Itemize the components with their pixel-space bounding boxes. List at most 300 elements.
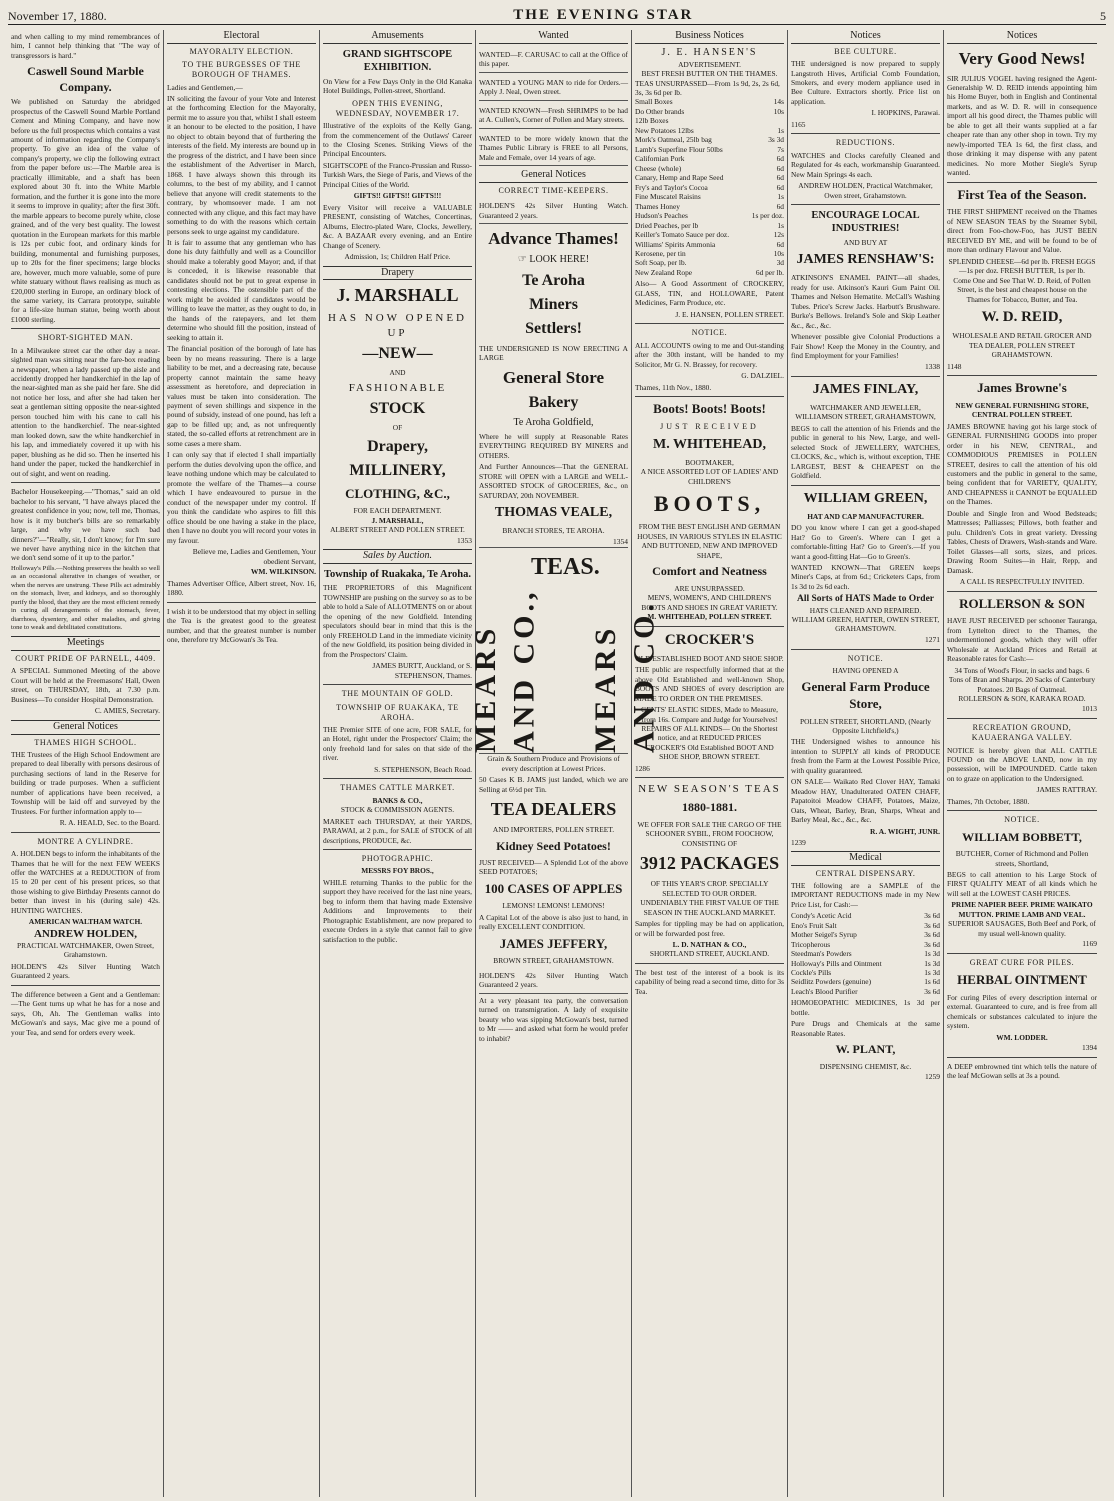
divider xyxy=(11,328,160,329)
andrew-holden-trade: PRACTICAL WATCHMAKER, Owen Street, Grahamstown. xyxy=(17,940,154,960)
crocker-body: THE public are respectfully informed that at the above Old Established and well-known Shop, BOOTS AND SHOES of every description are MADE TO ORDER ON THE PREMISES. xyxy=(635,665,784,703)
holloway-article: Holloway's Pills.—Nothing preserves the health so well as an occasional alterative in changes of weather, or when the nerves are unstrung. These Pills act admirably on the stomach, liver, and kidneys, and so thoroughly purify the blood, that they are the most efficient remedy in curing all derangements of the stomach, fever, diarrhoea, dysentery, and other maladies, and giving tone to weak and debilitated constitutions. xyxy=(11,564,160,631)
medicine-price-price: 1s 6d xyxy=(924,977,940,987)
election-signature: WM. WILKINSON. xyxy=(250,567,316,577)
hansen-price-row xyxy=(635,249,784,258)
bobbett-name: WILLIAM BOBBETT, xyxy=(962,829,1082,844)
apples-headline: 100 CASES OF APPLES xyxy=(484,880,623,896)
general-notices-head: General Notices xyxy=(479,169,628,183)
medicine-price-row xyxy=(791,921,940,930)
veale-address: BRANCH STORES, TE AROHA. xyxy=(502,526,605,536)
book-filler: The best test of the interest of a book is its capability of being read a second time, ditto for 3s Tea. xyxy=(635,967,784,996)
marshall-department: FOR EACH DEPARTMENT. xyxy=(353,506,442,516)
boots-headline: Boots! Boots! Boots! xyxy=(653,401,766,417)
seed-potatoes-body: JUST RECEIVED— A Splendid Lot of the above SEED POTATOES; xyxy=(479,857,628,877)
hansen-price-price: 1s xyxy=(777,125,784,135)
mears-vertical-text-2: MEARS AND CO. xyxy=(589,600,661,754)
andrew-holden-name: ANDREW HOLDEN, xyxy=(33,927,138,940)
hansen-price-item: Fine Muscatel Raisins xyxy=(635,192,701,202)
teas-cargo: WE OFFER FOR SALE THE CARGO OF THE SCHOONER SYBIL, FROM FOOCHOW, CONSISTING OF xyxy=(637,819,782,848)
hansen-price-item: Thames Honey xyxy=(635,201,680,211)
bee-culture-body: THE undersigned is now prepared to supply Langstroth Hives, Artificial Comb Foundation, Smokers, and every modern appliance used in Bee Culture. Extractors shortly. Price list on application. xyxy=(791,59,940,106)
cattle-market-subtitle: STOCK & COMMISSION AGENTS. xyxy=(340,805,455,815)
medicine-price-item: Holloway's Pills and Ointment xyxy=(791,958,882,968)
nathan-name: L. D. NATHAN & CO., xyxy=(672,940,747,950)
medicine-price-row xyxy=(791,968,940,977)
hansen-price-price: 6d xyxy=(776,163,784,173)
bobbett-notice-title: NOTICE. xyxy=(1004,815,1040,825)
column-2 xyxy=(164,30,320,1497)
farm-address: POLLEN STREET, SHORTLAND, (Nearly Opposite Litchfield's,) xyxy=(800,716,931,735)
comfort-neatness: Comfort and Neatness xyxy=(652,564,767,579)
green-subtitle: HAT AND CAP MANUFACTURER. xyxy=(807,511,924,521)
hansen-price-item: Small Boxes xyxy=(635,97,673,107)
farm-on-sale: ON SALE— Waikato Red Clover HAY, Tamaki Meadow HAY, Unadulterated OATEN CHAFF, Papatoitoi Meadow CHAFF, Potatoes, Maize, Oats, Wheat, Barley, Bran, Sharps, Wheat and Barley Meal, &c., &c., &c. xyxy=(791,777,940,825)
mears-vertical-text-1: MEARS AND CO., xyxy=(468,588,540,754)
hansen-price-item: Canary, Hemp and Rape Seed xyxy=(635,173,724,183)
medicine-price-row xyxy=(791,977,940,986)
hansen-price-item: New Potatoes 12lbs xyxy=(635,125,694,135)
marshall-of: OF xyxy=(392,423,403,433)
reid-name: W. D. REID, xyxy=(981,309,1063,326)
hansen-price-item: Mork's Oatmeal, 25lb bag xyxy=(635,135,712,145)
capital-lot: A Capital Lot of the above is also just to hand, in really EXCELLENT CONDITION. xyxy=(479,912,628,932)
high-school-title: THAMES HIGH SCHOOL. xyxy=(34,737,137,747)
hansen-price-row xyxy=(635,240,784,249)
hansen-price-price: 10s xyxy=(773,248,784,258)
election-close: Believe me, Ladies and Gentlemen, Your obedient Servant, xyxy=(192,547,316,566)
column-3 xyxy=(320,30,476,1497)
marshall-opened: HAS NOW OPENED UP xyxy=(328,312,467,339)
intro-text: and when calling to my mind remembrances of him, I cannot help thinking that "The way of transgressors is hard." xyxy=(11,32,160,60)
sightscope-headline: GRAND SIGHTSCOPE EXHIBITION. xyxy=(342,48,453,74)
divider xyxy=(323,684,472,685)
hansen-price-price: 14s xyxy=(773,97,784,107)
packages-count: 3912 PACKAGES xyxy=(639,853,780,874)
having-opened: HAVING OPENED A xyxy=(832,665,899,675)
green-name: WILLIAM GREEN, xyxy=(803,490,928,506)
mens-boots: MEN'S, WOMEN'S, AND CHILDREN'S BOOTS AND SHOES IN GREAT VARIETY. xyxy=(641,593,778,612)
medicine-price-row xyxy=(791,949,940,958)
cattle-market-body: MARKET each THURSDAY, at their YARDS, PARAWAI, at 2 p.m., for SALE of STOCK of all descriptions, PRODUCE, &c. xyxy=(323,816,472,845)
township-headline: Township of Ruakaka, Te Aroha. xyxy=(323,568,472,580)
wanted-ad-1: WANTED—F. CARUSAC to call at the Office of this paper. xyxy=(479,47,628,73)
hansen-price-row xyxy=(635,145,784,154)
hansen-price-price: 3d xyxy=(776,258,784,268)
hansen-price-row xyxy=(635,107,784,116)
bee-culture-title: BEE CULTURE. xyxy=(834,46,897,56)
lodder-number: 1394 xyxy=(1082,1043,1097,1053)
divider xyxy=(791,649,940,650)
hansen-price-row xyxy=(635,116,784,125)
newspaper-title: THE EVENING STAR xyxy=(513,7,694,23)
cattle-market-title: THAMES CATTLE MARKET. xyxy=(340,783,455,793)
dalziel-date: Thames, 11th Nov., 1880. xyxy=(635,382,712,392)
store-intro: THE UNDERSIGNED IS NOW ERECTING A LARGE xyxy=(479,343,628,363)
whitehead-signature: M. WHITEHEAD, POLLEN STREET. xyxy=(647,612,772,622)
medicine-price-item: Seidlitz Powders (genuine) xyxy=(791,977,872,987)
new-season-teas-title: NEW SEASON'S TEAS xyxy=(638,783,781,796)
dalziel-notice-body: ALL ACCOUNTS owing to me and Out-standing after the 30th instant, will be handed to my Solicitor, Mr G. N. Brassey, for recovery. xyxy=(635,340,784,369)
divider xyxy=(791,376,940,377)
whitehead-name: M. WHITEHEAD, xyxy=(653,436,766,452)
sightscope-description: Illustrative of the exploits of the Kelly Gang, from the commencement of the Outlaws' Career to the Closing Scenes. Striking Views of the Principal Encounters. xyxy=(323,121,472,159)
divider xyxy=(947,1057,1097,1058)
hansen-price-price: 3s 3d xyxy=(768,135,784,145)
nathan-address: SHORTLAND STREET, AUCKLAND. xyxy=(649,949,770,959)
hansen-price-price: 6d per lb. xyxy=(755,267,784,277)
gent-filler: The difference between a Gent and a Gentleman:—The Gent turns up what he has for a nose and says, Oh, Ah. The Gentleman walks into McGowan's and says, Mac give me a pound of your Tea, and send for orders every week. xyxy=(11,989,160,1037)
hansen-price-row xyxy=(635,79,784,98)
rollerson-signature: ROLLERSON & SON, KARAKA ROAD. xyxy=(958,693,1086,703)
bachelor-article: Bachelor Housekeeping.—"Thomas," said an old bachelor to his servant, "I have always placed the greatest confidence in you; now, tell me, Thomas, how is it my butcher's bills are so remarkably large, and why we have such bad dinners?"—"Really, sir, I don't know; for I'm sure we never have anything nice in the kitchen that we don't send some of it up to the parlor." xyxy=(11,487,160,563)
hansen-price-row xyxy=(635,211,784,220)
election-paragraph-2: It is fair to assume that any gentleman who has done his duty faithfully and well as a Councillor should make a tolerably good Mayor; and, if that is conceded, it is likewise reasonable that candidates should not be put to great expense in contesting elections. The ostensible part of the work might be avoided if candidates would be willing to leave the matter, as they ought to do, in the hands of the ratepayers, and let them determine who should fill the position, instead of seeking to attain it. xyxy=(167,238,316,342)
marshall-fashionable: FASHIONABLE xyxy=(348,381,447,394)
medical-section-head: Medical xyxy=(791,851,940,866)
marshall-ad-number: 1353 xyxy=(457,535,472,545)
waltham-watch: AMERICAN WALTHAM WATCH. xyxy=(28,917,143,927)
very-good-news-body: SIR JULIUS VOGEL having resigned the Agent-Generalship W. D. REID intends appointing him his Home Buyer, both in English and Continental markets, and as W. D. R. will in consequence import all his good direct, the Thames public will be able to get all their wants supplied at a far cheaper rate than any other shop in town. Try my newly-imported TEA 1s 6d, the first class, and those drinking it may dispense with any patent medicines. No more Mother Siegle's Syrup wanted. xyxy=(947,73,1097,178)
marshall-stock: STOCK xyxy=(369,399,426,417)
local-industries-headline: ENCOURAGE LOCAL INDUSTRIES! xyxy=(811,210,920,235)
mayoralty-headline: MAYORALTY ELECTION. xyxy=(189,46,294,56)
general-store-headline: General Store xyxy=(502,367,605,387)
marshall-clothing: CLOTHING, &C., xyxy=(345,485,450,501)
divider xyxy=(791,133,940,134)
te-aroha-headline: Te Aroha xyxy=(522,271,585,289)
medicine-price-price: 3s 6d xyxy=(924,930,940,940)
hansen-advertisement: ADVERTISEMENT. xyxy=(678,59,741,69)
wanted-ad-4: WANTED to be more widely known that the Thames Public Library is FREE to all Persons, Male and Female, over 14 years of age. xyxy=(479,131,628,166)
hansen-price-price: 1s xyxy=(777,220,784,230)
medicine-price-item: Leach's Blood Purifier xyxy=(791,986,858,996)
photographic-title: PHOTOGRAPHIC. xyxy=(361,854,434,864)
renshaw-list: ATKINSON'S ENAMEL PAINT—all shades, ready for use. Atkinson's Kauri Gum Paint Oil. Thames and Nelson Hematite. McCall's Washing Tubes. Price's Screw Jacks. Harbutt's Brushware. Burke's Bellows. Ireland's Sole and Skip Leather &c., &c., &c. xyxy=(791,273,940,330)
bobbett-meats: PRIME NAPIER BEEF. PRIME WAIKATO MUTTON. PRIME LAMB AND VEAL. xyxy=(951,900,1093,919)
hansen-price-item: Lamb's Superfine Flour 50lbs xyxy=(635,144,723,154)
crocker-subtitle: OLD ESTABLISHED BOOT AND SHOE SHOP. xyxy=(635,653,784,663)
call-invited: A CALL IS RESPECTFULLY INVITED. xyxy=(959,577,1085,587)
notices-section-head-2: Notices xyxy=(947,30,1097,44)
browne-name: James Browne's xyxy=(977,380,1067,396)
dalziel-signature: G. DALZIEL. xyxy=(741,371,784,381)
watch-ad-body: A. HOLDEN begs to inform the inhabitants of the Thames that he will for the next FEW WEEKS offer the WATCHES at a REDUCTION of from 15 to 20 per cent of his present prices, so that those wishing to give Birthday Presents cannot do better than invest in his (during sale) 42s. HUNTING WATCHES. xyxy=(11,849,160,915)
reductions-signature: ANDREW HOLDEN, Practical Watchmaker, Owen street, Grahamstown. xyxy=(798,181,933,200)
divider xyxy=(635,777,784,778)
hansen-price-price: 1s per doz. xyxy=(751,211,784,221)
bobbett-body: BEGS to call attention to his Large Stock of FIRST QUALITY MEAT of all kinds which he will sell at the LOWEST CASH PRICES. xyxy=(947,869,1097,898)
drapery-section-head: Drapery xyxy=(323,266,472,281)
herbal-ointment-headline: HERBAL OINTMENT xyxy=(957,972,1087,988)
renshaw-number: 1338 xyxy=(925,362,940,372)
finlay-name: JAMES FINLAY, xyxy=(812,382,919,398)
foy-bros-name: MESSRS FOY BROS., xyxy=(361,866,434,876)
divider xyxy=(323,849,472,850)
unsurpassed: ARE UNSURPASSED. xyxy=(674,583,745,593)
reid-subtitle: WHOLESALE AND RETAIL GROCER AND TEA DEALER, POLLEN STREET GRAHAMSTOWN. xyxy=(952,331,1092,360)
hansen-name: J. E. HANSEN'S xyxy=(661,46,758,58)
first-tea-headline: First Tea of the Season. xyxy=(957,186,1087,202)
medicine-price-item: Steedman's Powders xyxy=(791,949,852,959)
hansen-price-price: 1s xyxy=(777,192,784,202)
sightscope-visitors: Every Visitor will receive a VALUABLE PRESENT, consisting of Watches, Concertinas, Albums, Electro-plated Ware, Clocks, Jewellery, &c. A BAZAAR every evening, and an Entire Change of Scenery. xyxy=(323,202,472,250)
plant-subtitle: DISPENSING CHEMIST, &c. xyxy=(819,1061,912,1071)
browne-subtitle: NEW GENERAL FURNISHING STORE, CENTRAL POLLEN STREET. xyxy=(955,400,1089,420)
hansen-price-row xyxy=(635,230,784,239)
divider xyxy=(323,778,472,779)
masthead xyxy=(8,0,1106,25)
store-opening: And Further Announces—That the GENERAL STORE will OPEN with a LARGE and WELL-ASSORTED STOCK of GROCERIES, &c., on SATURDAY, 20th NOVEMBER. xyxy=(479,462,628,500)
divider xyxy=(635,396,784,397)
hansen-price-price: 6d xyxy=(776,173,784,183)
hansen-price-row xyxy=(635,126,784,135)
leaf-filler: A DEEP embrowned tint which tells the nature of the leaf McGowan sells at 3s a pound. xyxy=(947,1061,1097,1081)
short-sighted-headline: SHORT-SIGHTED MAN. xyxy=(37,333,134,343)
marble-company-article: We published on Saturday the abridged prospectus of the Caswell Sound Marble Portland Cement and Mining Company, and have now before us the full prospectus which contains a vast amount of information regarding the Company's property. To give an idea of the value of company's property, we clip the following extract from the paper before us:—The Marble area is practically illimitable, and a shaft has been explored about 30 ft. into the White Marble formation, and the further it is gone into the more it seems to improve in quality; after the first 30ft. the marble appears to become purely white, close grained, and of the very best quality. The lowest quotation in the European markets for this marble is 12s per cubic foot, and ordinary kinds for building, monumental and furnishing purposes, up to 20s for the finer specimens; large blocks are, however, much more valuable, some of pure white statuary without flaws realising as much as £20,000 sterling in Europe, an ordinary block of the same variety, its Carrara prototype, suitable for a life-size human statue, being worth about £1000 sterling. xyxy=(11,97,161,324)
time-keepers-title: CORRECT TIME-KEEPERS. xyxy=(498,185,609,195)
rollerson-list: 34 Tons of Wood's Flour, in sacks and bags. 6 Tons of Bran and Sharps. 20 Sacks of Canterbury Potatoes. 20 Bags of Oatmeal. xyxy=(948,665,1096,694)
tea-filler: I wish it to be understood that my object in selling the Tea is the greatest good to the greatest number, and that the greatest number is number one, therefore try McGowan's 3s Tea. xyxy=(167,606,316,645)
hansen-price-item: TEAS UNSURPASSED—From 1s 9d, 2s, 2s 6d, 3s, 3s 6d per lb. xyxy=(635,78,780,97)
township-signature: JAMES BURTT, Auckland, or S. STEPHENSON, Thames. xyxy=(372,661,472,680)
township-body: THE PROPRIETORS of this Magnificent TOWNSHIP are pushing on the survey so as to be able to hold a Sale of ALLOTMENTS on or about the opening of the new Goldfield. Intending speculators should bear in mind that this is the only FREEHOLD Land in the immediate vicinity of the new Goldfield, its position being divided in from the Prospectors' Claim. xyxy=(323,583,472,659)
thomas-veale-name: THOMAS VEALE, xyxy=(494,505,613,521)
dispensary-body: THE following are a SAMPLE of the IMPORTANT REDUCTIONS made in my New Price List, for Cash:— xyxy=(791,880,940,909)
cheese-eggs-butter: SPLENDID CHEESE—6d per lb. FRESH EGGS—1s per doz. FRESH BUTTER, 1s per lb. xyxy=(948,256,1096,276)
meeting-signature: C. AMIES, Secretary. xyxy=(94,706,160,716)
medicine-price-row xyxy=(791,911,940,920)
hansen-price-item: Williams' Spirits Ammonia xyxy=(635,239,716,249)
issue-date: November 17, 1880. xyxy=(8,9,107,23)
boots-makers: FROM THE BEST ENGLISH AND GERMAN HOUSES, IN VARIOUS STYLES IN ELASTIC AND BUTTONED, NEW AND IMPROVED SHAPE, xyxy=(637,522,782,560)
hansen-price-price: 7s xyxy=(777,144,784,154)
mountain-gold-signature: S. STEPHENSON, Beach Road. xyxy=(374,764,472,774)
reid-number: 1148 xyxy=(947,361,962,371)
boots-big: BOOTS, xyxy=(653,491,766,517)
piles-title: GREAT CURE FOR PILES. xyxy=(969,957,1075,967)
renshaw-tail: Whenever possible give Colonial Productions a Fair Show! Keep the Money in the Country, and find Employment for your Families! xyxy=(791,332,940,361)
medicine-price-price: 3s 6d xyxy=(924,939,940,949)
holden-watch-ad: HOLDEN'S 42s Silver Hunting Watch. Guaranteed 2 years. xyxy=(479,198,628,224)
samples-line: Samples for tippling may be had on application, or will be forwarded post free. xyxy=(635,919,784,938)
sightscope-location: On View for a Few Days Only in the Old Kanaka Hotel Buildings, Pollen-street, Shortland. xyxy=(323,76,472,96)
browne-list: Double and Single Iron and Wood Bedsteads; Mattresses; Palliasses; Pillows, both feather and pulu. Children's Cots in great variety. Dressing Tables, Chests of Drawers, Wash-stands and Ware. Toilet Glasses—all sorts, sizes, and prices. Drawing Room Suites—in Hair, Repp, and Damask. xyxy=(947,508,1097,575)
auction-section-head: Sales by Auction. xyxy=(323,549,472,564)
hansen-price-row xyxy=(635,268,784,277)
hats-made-to-order: All Sorts of HATS Made to Order xyxy=(796,594,935,605)
hansen-price-row xyxy=(635,221,784,230)
marshall-address: ALBERT STREET AND POLLEN STREET. xyxy=(330,525,465,535)
general-notices-head: General Notices xyxy=(11,720,160,735)
rollerson-body: HAVE JUST RECEIVED per schooner Tauranga, from Lyttelton direct to the Thames, the undermentioned goods, which they will offer Wholesale at Auckland Prices and Retail at Reasonable rates for Cash:— xyxy=(947,616,1097,664)
look-here-label: LOOK HERE! xyxy=(529,253,590,265)
hansen-price-row xyxy=(635,183,784,192)
recreation-ground-title: RECREATION GROUND, KAUAERANGA VALLEY. xyxy=(971,723,1073,743)
rattray-signature: JAMES RATTRAY. xyxy=(1036,785,1097,795)
hansen-price-row xyxy=(635,202,784,211)
mountain-gold-body: THE Premier SITE of one acre, FOR SALE, for an Hotel, right under the Prospectors' Claim; the only freehold land for sales on that side of the river. xyxy=(323,725,472,763)
teas-year: 1880-1881. xyxy=(682,800,737,815)
come-and-see: Come One and See That W. D. Reid, of Pollen Street, is the best and cheapest house on the Thames for Tobacco, Butter, and Tea. xyxy=(953,275,1091,304)
wanted-ad-2: WANTED a YOUNG MAN to ride for Orders.—Apply J. Neal, Owen street. xyxy=(479,75,628,101)
hansen-price-item: 12lb Boxes xyxy=(635,116,669,126)
medicine-price-price: 1s 3d xyxy=(924,967,940,977)
first-value: UNDENIABLY THE FIRST VALUE OF THE SEASON IN THE AUCKLAND MARKET. xyxy=(640,898,779,917)
wanted-section-head: Wanted xyxy=(479,30,628,44)
election-address: Thames Advertiser Office, Albert street, Nov. 16, 1880. xyxy=(167,578,316,598)
hansen-price-item: Kerosene, per tin xyxy=(635,248,686,258)
gifts-banner: GIFTS!! GIFTS!! GIFTS!!! xyxy=(353,191,442,201)
high-school-signature: R. A. HEALD, Sec. to the Board. xyxy=(59,818,160,828)
marshall-new: —NEW— xyxy=(362,344,433,362)
election-paragraph-3: The financial position of the borough of late has been by no means reassuring. There is a large liability to be met, and a decreasing rate, because property cannot maintain the same heavy assessment as heretofore, and depreciation in values must be taken into consideration. The payment of seven shillings and sixpence in the pound of subsidy, instead of one pound, has left a gap to be filled up; and, as not unfrequently stated, the so-called efforts at retrenchment are in some cases a mere sham. xyxy=(167,344,316,448)
reductions-title: REDUCTIONS. xyxy=(835,138,896,148)
divider xyxy=(11,985,160,986)
medicine-price-row xyxy=(791,987,940,996)
hansen-price-row xyxy=(635,258,784,267)
look-here xyxy=(479,254,628,267)
browne-body: JAMES BROWNE having got his large stock of GENERAL FURNISHING GOODS into proper order in his NEW, CENTRAL, and COMMODIOUS PREMISES in POLLEN STREET, desires to call the attention of his old customers and the public in general to the same, being confident that for VARIETY, QUALITY, AND CHEAPNESS it CANNOT be EQUALLED on the Thames. xyxy=(947,421,1097,507)
rollerson-name: ROLLERSON & SON xyxy=(959,595,1085,611)
reductions-body: WATCHES and Clocks carefully Cleaned and Regulated for 4s each, workmanship Guaranteed. New Main Springs 4s each. xyxy=(791,150,940,179)
divider xyxy=(635,323,784,324)
medicine-price-item: Condy's Acetic Acid xyxy=(791,911,852,921)
notices-section-head: Notices xyxy=(791,30,940,44)
mears-vertical-2 xyxy=(589,548,661,754)
hansen-price-list xyxy=(635,79,784,278)
divider xyxy=(947,718,1097,719)
hansen-price-item: Hudson's Peaches xyxy=(635,211,688,221)
column-1 xyxy=(8,30,164,1497)
hansen-price-item: Dried Peaches, per lb xyxy=(635,220,699,230)
meeting-body: A SPECIAL Summoned Meeting of the above Court will be held at the Freemasons' Hall, Owen street, on THURSDAY, 18th, at 7.30 p.m. Business—To consider Hospital Demonstration. xyxy=(11,666,160,704)
cattle-market-name: BANKS & CO., xyxy=(372,795,423,805)
election-paragraph-4: I can only say that if elected I shall impartially perform the duties devolving upon the office, and leave nothing undone which may be calculated to promote the welfare of the Thames—a course which I have endeavoured to pursue in the conduct of the newspaper under my control. If you think the candidate who aspires to fill this office should be one having a stake in the place, then I have no doubt you will record your votes in my favour. xyxy=(167,450,316,545)
high-school-body: THE Trustees of the High School Endowment are prepared to deal liberally with persons desirous of purchasing sections of land in the Reserve for building or trade purposes. When a sufficient number of applications have been received, a Township will be laid off and surveyed by the Trustees. For further information apply to— xyxy=(11,749,160,816)
divider xyxy=(947,375,1097,376)
medicine-price-list xyxy=(791,911,940,996)
divider xyxy=(947,810,1097,811)
hansen-also: Also— A Good Assortment of CROCKERY, GLASS, TIN, and HOLLOWARE, Patent Medicines, Farm Produce, etc. xyxy=(635,279,784,308)
burgesses-headline: TO THE BURGESSES OF THE BOROUGH OF THAMES. xyxy=(182,60,301,80)
lodder-signature: WM. LODDER. xyxy=(996,1032,1048,1042)
rollerson-number: 1013 xyxy=(1082,704,1097,714)
bobbett-subtitle: BUTCHER, Corner of Richmond and Pollen streets, Shortland, xyxy=(955,849,1089,868)
medicine-price-item: Eno's Fruit Salt xyxy=(791,920,837,930)
tea-party-filler: At a very pleasant tea party, the conversation turned on transmigration. A lady of exquisite beauty who was sipping McGowan's best, turned to Mr —— and asked what form he would prefer to inhabit? xyxy=(479,995,628,1043)
sightscope-wars: SIGHTSCOPE of the Franco-Prussian and Russo-Turkish Wars, the Siege of Paris, and Views of the Principal Cities of the World. xyxy=(323,160,472,189)
tea-dealers-headline: TEA DEALERS xyxy=(490,799,617,820)
teas-headline: TEAS. xyxy=(531,554,600,581)
business-notices-head: Business Notices xyxy=(635,30,784,44)
meetings-section-head: Meetings xyxy=(11,636,160,651)
marshall-name: J. MARSHALL xyxy=(336,285,459,306)
mountain-gold-subtitle: TOWNSHIP OF RUAKAKA, TE AROHA. xyxy=(336,702,459,722)
divider xyxy=(947,182,1097,183)
medicine-price-item: Tricopherous xyxy=(791,939,831,949)
just-received: JUST RECEIVED xyxy=(660,421,759,431)
advance-thames-headline: Advance Thames! xyxy=(488,228,619,248)
divider xyxy=(791,204,940,205)
page-number: 5 xyxy=(1100,9,1106,23)
very-good-news-headline: Very Good News! xyxy=(958,48,1086,68)
hansen-price-row xyxy=(635,192,784,201)
recreation-ground-body: NOTICE is hereby given that ALL CATTLE FOUND on the ABOVE LAND, now in my possession, will be IMPOUNDED. Cattle taken on to graze on application to the Undersigned. xyxy=(947,745,1097,783)
farm-notice-title: NOTICE. xyxy=(847,653,884,663)
hansen-price-price: 6d xyxy=(776,239,784,249)
renshaw-name: JAMES RENSHAW'S: xyxy=(796,252,935,268)
seed-potatoes-headline: Kidney Seed Potatoes! xyxy=(496,838,611,853)
crocker-name: CROCKER'S xyxy=(664,631,755,648)
veale-ad-number: 1354 xyxy=(613,536,628,546)
bee-culture-signature: I. HOPKINS, Parawai. xyxy=(871,108,940,118)
hansen-price-row xyxy=(635,164,784,173)
divider xyxy=(11,832,160,833)
hansen-price-row xyxy=(635,97,784,106)
goldfield-line: Te Aroha Goldfield, xyxy=(513,417,594,429)
medicine-price-price: 1s 3d xyxy=(924,958,940,968)
crocker-signature: CROCKER'S Old Established BOOT AND SHOE SHOP, BROWN STREET. xyxy=(645,742,774,762)
hansen-price-item: Cheese (whole) xyxy=(635,163,682,173)
medicine-price-item: Mother Seigel's Syrup xyxy=(791,930,857,940)
herbal-body: For curing Piles of every description internal or external. Guaranteed to cure, and is free from all chemicals or substances calculated to injure the system. xyxy=(947,992,1097,1031)
green-body: DO you know where I can get a good-shaped Hat? Go to Green's. Where can I get a comfortable-fitting Hat? Go to Green's.—If you want a good-fitting Hat—Go to Green's. xyxy=(791,523,940,561)
farm-produce-headline: General Farm Produce Store, xyxy=(801,679,930,711)
wight-number: 1239 xyxy=(791,838,806,848)
bobbett-number: 1169 xyxy=(1082,939,1097,949)
electoral-section-head: Electoral xyxy=(167,30,316,44)
jams-line: 50 Cases K B. JAMS just landed, which we are Selling at 6½d per Tin. xyxy=(479,775,628,794)
wanted-ad-3: WANTED KNOWN—Fresh SHRIMPS to be had at A. Cullen's, Corner of Pollen and Mary streets. xyxy=(479,103,628,129)
grain-provisions: Grain & Southern Produce and Provisions of every description at Lowest Prices. xyxy=(487,754,620,773)
gents-elastic: GENTS' ELASTIC SIDES, Made to Measure, from 16s. Compare and Judge for Yourselves! xyxy=(640,705,778,724)
bakery-headline: Bakery xyxy=(528,393,579,411)
hansen-price-row xyxy=(635,135,784,144)
mears-ad xyxy=(468,547,661,754)
settlers-headline: Settlers! xyxy=(525,320,582,338)
mountain-gold-title: THE MOUNTAIN OF GOLD. xyxy=(341,689,454,699)
marshall-drapery: Drapery, xyxy=(367,437,428,455)
buy-at: AND BUY AT xyxy=(843,237,888,247)
divider xyxy=(947,591,1097,592)
whitehead-trade: BOOTMAKER, xyxy=(685,457,734,467)
marble-company-headline: Caswell Sound Marble Company. xyxy=(27,64,144,94)
medicine-price-row xyxy=(791,959,940,968)
tea-dealers-subtitle: AND IMPORTERS, POLLEN STREET. xyxy=(492,825,615,835)
whitehead-assortment: A NICE ASSORTED LOT OF LADIES' AND CHILDREN'S xyxy=(640,467,779,486)
hansen-price-item: Californian Pork xyxy=(635,154,685,164)
divider xyxy=(947,953,1097,954)
short-sighted-article: In a Milwaukee street car the other day a near-sighted man was sitting near the fare-box reading a newspaper, when a lady passed up the aisle and accidently dropped her handkerchief in the lap of the near-sighted man as she paid her fare. She did not notice her loss, and after she had taken her seat a gentleman sitting opposite the near-sighted person touched him with his cane to call his attention to the handkerchief. The near-sighted man looked down, saw the white handkerchief in his lap, and immediately covered it up with his paper, blushing as he did so. Then he inserted his hand under the paper, tucked the handkerchief in out of sight, and went on reading. xyxy=(11,345,160,478)
hansen-butter: BEST FRESH BUTTER ON THE THAMES. xyxy=(641,69,778,79)
holden-watch-ad-2: HOLDEN'S 42s Silver Hunting Watch Guaranteed 2 years. xyxy=(479,968,628,994)
packages-subtitle: OF THIS YEAR'S CROP. SPECIALLY SELECTED TO OUR ORDER. xyxy=(650,879,769,898)
green-number: 1271 xyxy=(925,634,940,644)
farm-body: THE Undersigned wishes to announce his intention to SUPPLY all kinds of PRODUCE fresh from the Farm at the Lowest Possible Price, with quality guaranteed. xyxy=(791,737,940,775)
dispensary-title: CENTRAL DISPENSARY. xyxy=(815,868,916,878)
marshall-and: AND xyxy=(389,368,406,378)
hansen-price-row xyxy=(635,154,784,163)
hansen-price-item: New Zealand Rope xyxy=(635,267,693,277)
mears-vertical-1 xyxy=(468,548,540,754)
wight-signature: R. A. WIGHT, JUNR. xyxy=(870,826,940,836)
hansen-price-price: 6d xyxy=(776,201,784,211)
column-7 xyxy=(944,30,1100,1497)
green-signature: WILLIAM GREEN, HATTER, OWEN STREET, GRAHAMSTOWN. xyxy=(791,615,940,634)
hansen-price-row xyxy=(635,173,784,182)
watch-ad-title: MONTRE A CYLINDRE. xyxy=(37,836,134,846)
